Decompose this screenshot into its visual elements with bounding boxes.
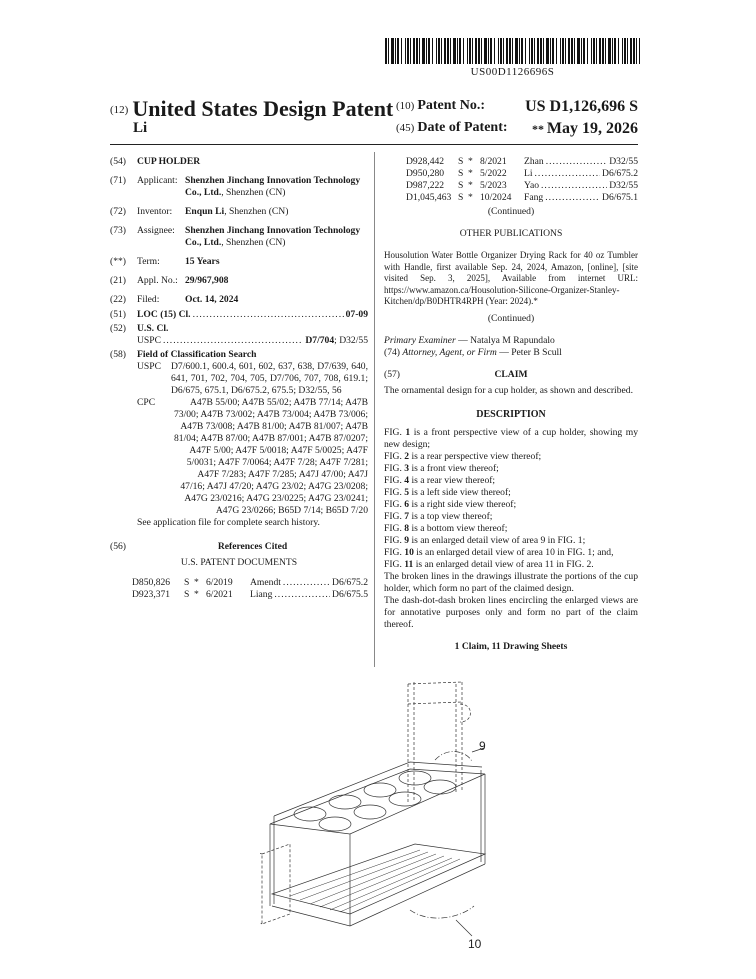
broken-lines-note: The broken lines in the drawings illustrate the portions of the cup holder, which form no part of the claimed design.	[384, 570, 638, 594]
term-value: 15 Years	[185, 256, 220, 267]
field-classification-search: (58) Field of Classification Search	[110, 349, 257, 360]
field-uspc: USPC ..... D7/704; D32/55	[110, 335, 368, 347]
ref-date: 5/2022	[480, 168, 507, 179]
ref-kind: S	[184, 577, 190, 588]
cup-holder-drawing	[260, 674, 500, 949]
ref-number: D950,280	[406, 168, 445, 179]
ref-class: D32/55	[609, 156, 638, 167]
field-inventor: (72) Inventor: Enqun Li, Shenzhen (CN)	[110, 206, 289, 217]
loc-value: 07-09	[345, 309, 368, 320]
patent-type: United States Design Patent	[132, 96, 394, 121]
claims-summary: 1 Claim, 11 Drawing Sheets	[454, 640, 568, 652]
date-mark: **	[532, 122, 544, 136]
reference-list	[110, 577, 368, 601]
claim-text: The ornamental design for a cup holder, as shown and described.	[384, 384, 633, 396]
ref-star: *	[194, 577, 199, 588]
ref-star: *	[468, 156, 473, 167]
left-column	[110, 156, 368, 601]
figure-description: FIG. 11 is an enlarged detail view of area 11 in FIG. 2.	[384, 558, 594, 570]
inventor-name: Enqun Li	[185, 206, 225, 217]
barcode-number: US00D1126696S	[470, 66, 555, 78]
figure-description: FIG. 6 is a right side view thereof;	[384, 498, 517, 510]
date-label: Date of Patent:	[417, 120, 508, 135]
ref-number: D928,442	[406, 156, 445, 167]
figure-description: FIG. 9 is an enlarged detail view of area 9 in FIG. 1;	[384, 534, 586, 546]
claim-heading-row: (57) CLAIM	[384, 368, 528, 380]
patent-number: US D1,126,696 S	[525, 98, 638, 115]
design-title: CUP HOLDER	[137, 156, 201, 167]
ref-star: *	[468, 180, 473, 191]
ref-class: D6/675.2	[602, 168, 638, 179]
ref-kind: S	[184, 589, 190, 600]
field-us-cl: (52) U.S. Cl.	[110, 323, 169, 334]
ref-kind: S	[458, 192, 464, 203]
ref-kind: S	[458, 180, 464, 191]
applicant-name: Shenzhen Jinchang Innovation Technology Co., Ltd.	[185, 175, 361, 198]
continued-label-2: (Continued)	[487, 312, 535, 324]
ref-name: Zhan	[524, 156, 544, 167]
reference-row	[132, 589, 368, 601]
patent-title	[110, 96, 393, 122]
search-cpc-list: A47B 55/00; A47B 55/02; A47B 77/14; A47B 73/00; A47B 73/002; A47B 73/004; A47B 73/006; A47B 73/008; A47B 81/00; A47B 81/007; A47B 81/04; A47B 87/00; A47B 87/001; A47B 87/0207; A47F 5/00; A47F 5/0018; A47F 5/0025; A47F 5/0031; A47F 7/0064; A47F 7/28; A47F 7/281; A47F 7/283; A47F 7/285; A47J 47/00; A47J 47/16; A47J 47/20; A47G 23/02; A47G 23/0208; A47G 23/0216; A47G 23/0225; A47G 23/0241; A47G 23/0266; B65D 7/14; B65D 7/20	[173, 397, 368, 516]
ref-name: Fang	[524, 192, 544, 203]
field-applicant: (71) Applicant: Shenzhen Jinchang Innovation Technology Co., Ltd., Shenzhen (CN)	[110, 175, 361, 198]
ref-class: D32/55	[609, 180, 638, 191]
field-assignee: (73) Assignee: Shenzhen Jinchang Innovation Technology Co., Ltd., Shenzhen (CN)	[110, 225, 361, 248]
field-loc: (51) LOC (15) Cl. ..... 07-09	[110, 309, 368, 321]
search-uspc: USPC D7/600.1, 600.4, 601, 602, 637, 638, D7/639, 640, 641, 701, 702, 704, 705, D7/706, 707, 708, 619.1; D6/675, 675.1, D6/675.2, 675.5; D32/55, 56	[137, 361, 368, 396]
date-code: (45)	[396, 122, 415, 134]
barcode	[385, 38, 640, 64]
other-publications-text: Housolution Water Bottle Organizer Drying Rack for 40 oz Tumbler with Handle, first available Sep. 24, 2024, Amazon, [online], [site visited Sep. 3, 2025], Available from internet URL: https://www.amazon.ca/Housolution-Silicone-Organizer-Stanley-Kitchen/dp/B0DHTR4RPH (Year: 2024).*	[384, 250, 638, 306]
filed-date: Oct. 14, 2024	[185, 294, 239, 305]
ref-star: *	[468, 168, 473, 179]
figure-description: FIG. 3 is a front view thereof;	[384, 462, 499, 474]
primary-examiner: Primary Examiner — Natalya M Rapundalo	[384, 334, 555, 346]
ref-name: Yao	[524, 180, 540, 191]
search-uspc-list: D7/600.1, 600.4, 601, 602, 637, 638, D7/639, 640, 641, 701, 702, 704, 705, D7/706, 707, 708, 619.1; D6/675, 675.1, D6/675.2, 675.5; D32/55, 56	[171, 361, 368, 396]
ref-kind: S	[458, 168, 464, 179]
field-appl-no: (21) Appl. No.: 29/967,908	[110, 275, 368, 287]
dash-dot-note: The dash-dot-dash broken lines encircling the enlarged views are for annotative purposes only and form no part of the claim thereof.	[384, 594, 638, 630]
continued-label: (Continued)	[487, 206, 535, 217]
reference-row	[406, 168, 638, 180]
ref-class: D6/675.2	[332, 577, 368, 588]
field-term: (**) Term: 15 Years	[110, 256, 368, 268]
figure-description: FIG. 4 is a rear view thereof;	[384, 474, 496, 486]
ref-star: *	[468, 192, 473, 203]
field-filed: (22) Filed: Oct. 14, 2024	[110, 294, 368, 306]
attorney: (74) Attorney, Agent, or Firm — Peter B Scull	[384, 346, 562, 358]
ref-number: D987,222	[406, 180, 445, 191]
ref-date: 10/2024	[480, 192, 512, 203]
ref-number: D850,826	[132, 577, 171, 588]
reference-row	[406, 180, 638, 192]
field-references: (56) References Cited	[110, 541, 288, 552]
reference-row	[406, 156, 638, 168]
ref-class: D6/675.1	[602, 192, 638, 203]
ref-number: D923,371	[132, 589, 171, 600]
reference-row	[132, 577, 368, 589]
inventor-surname: Li	[133, 120, 148, 136]
search-note: See application file for complete search history.	[137, 517, 320, 528]
patent-date: May 19, 2026	[546, 120, 638, 137]
ref-kind: S	[458, 156, 464, 167]
us-patent-documents-heading: U.S. PATENT DOCUMENTS	[180, 557, 298, 568]
ref-name: Li	[524, 168, 533, 179]
column-divider	[374, 152, 375, 667]
reference-row	[406, 192, 638, 204]
ref-star: *	[194, 589, 199, 600]
patent-no-code: (10)	[396, 100, 415, 112]
description-heading: DESCRIPTION	[476, 408, 546, 420]
ref-number: D1,045,463	[406, 192, 452, 203]
figure-descriptions	[384, 427, 638, 571]
ref-name: Amendt	[250, 577, 281, 588]
reference-list-continued	[384, 156, 638, 204]
ref-date: 8/2021	[480, 156, 507, 167]
ref-date: 5/2023	[480, 180, 507, 191]
ref-date: 6/2021	[206, 589, 233, 600]
application-number: 29/967,908	[185, 275, 229, 286]
assignee-name: Shenzhen Jinchang Innovation Technology Co., Ltd.	[185, 225, 361, 248]
patent-number-row	[396, 98, 638, 114]
field-title: (54) CUP HOLDER	[110, 156, 368, 168]
header-rule	[110, 144, 638, 145]
figure-description: FIG. 2 is a rear perspective view thereof;	[384, 450, 542, 462]
figure-description: FIG. 10 is an enlarged detail view of area 10 in FIG. 1; and,	[384, 546, 614, 558]
figure-description: FIG. 5 is a left side view thereof;	[384, 486, 511, 498]
figure-description: FIG. 1 is a front perspective view of a cup holder, showing my new design;	[384, 426, 638, 450]
date-row	[396, 120, 638, 136]
detail-label-10: 10	[468, 937, 482, 949]
ref-date: 6/2019	[206, 577, 233, 588]
patent-no-label: Patent No.:	[417, 98, 485, 113]
detail-label-9: 9	[479, 739, 486, 753]
ref-class: D6/675.5	[332, 589, 368, 600]
figure-description: FIG. 8 is a bottom view thereof;	[384, 522, 508, 534]
figure-description: FIG. 7 is a top view thereof;	[384, 510, 493, 522]
right-column	[384, 156, 638, 653]
other-publications-heading: OTHER PUBLICATIONS	[459, 228, 563, 239]
search-cpc: CPC A47B 55/00; A47B 55/02; A47B 77/14; A47B 73/00; A47B 73/002; A47B 73/004; A47B 73/006; A47B 73/008; A47B 81/00; A47B 81/007; A47B 81/04; A47B 87/00; A47B 87/001; A47B 87/0207; A47F 5/00; A47F 5/0018; A47F 5/0025; A47F 5/0031; A47F 7/0064; A47F 7/28; A47F 7/281; A47F 7/283; A47F 7/285; A47J 47/00; A47J 47/16; A47J 47/20; A47G 23/02; A47G 23/0208; A47G 23/0216; A47G 23/0225; A47G 23/0241; A47G 23/0266; B65D 7/14; B65D 7/20	[137, 397, 368, 516]
kind-code: (12)	[110, 104, 129, 116]
ref-name: Liang	[250, 589, 273, 600]
